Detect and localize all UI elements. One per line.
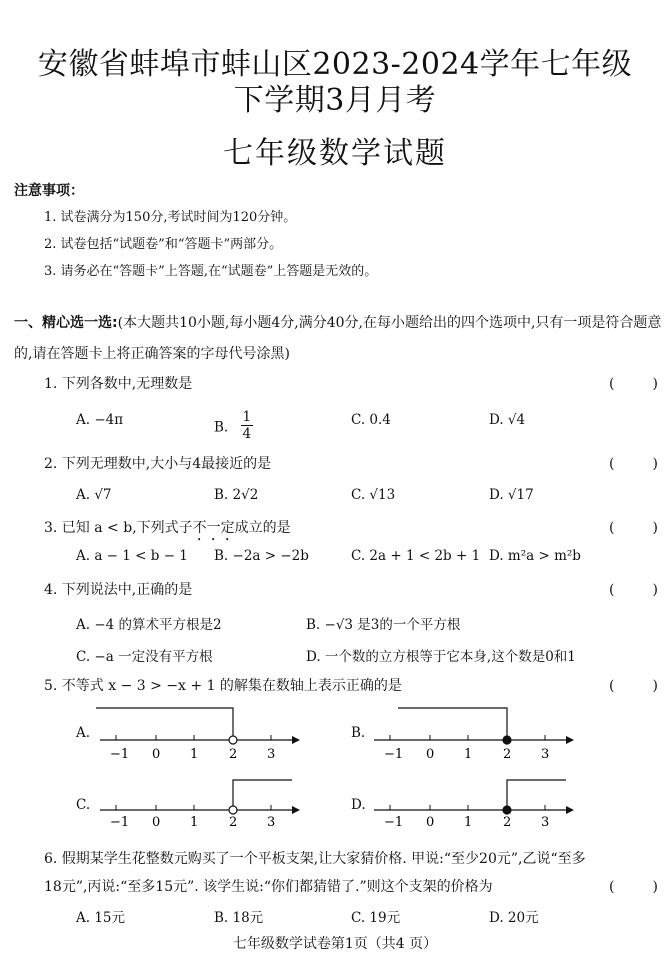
q2-option-d: D. √17 [489,487,534,503]
q5-option-b-number-line [370,700,580,762]
q4-answer-paren: ( ) [609,582,670,598]
q3-option-a: A. a − 1 < b − 1 [76,548,188,564]
solution-ray-right [507,780,566,806]
axis-arrow [292,806,300,814]
q3-stem-emphasis: 不一定 [192,520,235,536]
q3-stem-post: 成立的是 [234,520,291,536]
note-item-1: 1. 试卷满分为150分,考试时间为120分钟。 [44,210,297,225]
q1-option-b-label: B. [214,419,229,436]
tick-label: 0 [152,815,161,830]
q4-option-a: A. −4 的算术平方根是2 [76,617,222,633]
q3-option-c: C. 2a + 1 < 2b + 1 [351,548,481,564]
section1-instructions: (本大题共10小题,每小题4分,满分40分,在每小题给出的四个选项中,只有一项是符合题意的,请在答题卡上将正确答案的字母代号涂黑) [14,315,662,362]
tick-label: 3 [267,815,276,830]
tick-label: 0 [426,815,435,830]
q6-answer-paren: ( ) [609,879,670,895]
fraction-numerator: 1 [242,409,252,425]
solution-ray-right [233,780,292,806]
axis-arrow [292,736,300,744]
q6-option-a: A. 15元 [76,910,126,926]
exam-title-line2: 下学期3月月考 [233,83,437,118]
q5-option-a-number-line [96,700,306,762]
tick-label: 1 [464,747,473,762]
q5-option-d-label: D. [351,797,366,813]
tick-label: −1 [384,747,404,762]
tick-label: −1 [110,747,130,762]
q1-option-c: C. 0.4 [351,412,391,428]
q6-option-d: D. 20元 [489,910,539,926]
tick-label: 2 [503,815,512,830]
q5-option-c-number-line [96,770,306,832]
q6-stem-line1: 6. 假期某学生花整数元购买了一个平板支架,让大家猜价格. 甲说:“至少20元”,乙说“至多 [44,851,586,867]
solution-ray-left [398,708,507,736]
tick-label: 2 [503,747,512,762]
q1-option-d: D. √4 [489,412,526,428]
q1-answer-paren: ( ) [609,376,670,392]
exam-title-line1: 安徽省蚌埠市蚌山区2023-2024学年七年级 [37,47,633,82]
tick-label: 2 [229,815,238,830]
section1-heading: 一、精心选一选: [14,315,118,331]
filled-dot [503,736,511,744]
tick-label: 3 [267,747,276,762]
tick-label: −1 [384,815,404,830]
tick-label: 0 [426,747,435,762]
tick-label: 1 [190,747,199,762]
q2-answer-paren: ( ) [609,456,670,472]
exam-subject: 七年级数学试题 [223,136,447,171]
q4-option-b: B. −√3 是3的一个平方根 [306,617,461,633]
q5-option-a-label: A. [76,725,91,741]
q4-stem: 4. 下列说法中,正确的是 [44,582,193,598]
q3-option-d: D. m²a > m²b [489,548,581,564]
q2-option-c: C. √13 [351,487,396,503]
axis-arrow [566,736,574,744]
notes-header: 注意事项： [14,183,84,199]
note-item-2: 2. 试卷包括“试题卷”和“答题卡”两部分。 [44,237,283,252]
fraction-denominator: 4 [242,426,252,442]
q5-answer-paren: ( ) [609,678,670,694]
q3-stem-pre: 3. 已知 a < b,下列式子 [44,520,193,536]
tick-label: 2 [229,747,238,762]
q5-option-c-label: C. [76,797,91,813]
q1-option-a: A. −4π [76,412,124,428]
q5-option-d-number-line [370,770,580,832]
q5-stem: 5. 不等式 x − 3 > −x + 1 的解集在数轴上表示正确的是 [44,678,402,694]
q1-option-b-fraction [241,410,254,442]
open-circle [229,806,237,814]
q1-option-b [214,409,253,444]
q2-option-a: A. √7 [76,487,112,503]
q6-option-c: C. 19元 [351,910,401,926]
tick-label: 1 [190,815,199,830]
tick-label: 3 [541,815,550,830]
q3-answer-paren: ( ) [609,520,670,536]
q4-option-d: D. 一个数的立方根等于它本身,这个数是0和1 [306,649,576,665]
q4-option-c: C. −a 一定没有平方根 [76,649,213,665]
tick-label: 1 [464,815,473,830]
open-circle [229,736,237,744]
q3-stem [44,517,291,544]
section1-heading-block [14,308,664,370]
tick-label: 3 [541,747,550,762]
axis-arrow [566,806,574,814]
note-item-3: 3. 请务必在“答题卡”上答题,在“试题卷”上答题是无效的。 [44,264,378,279]
tick-label: −1 [110,815,130,830]
q2-stem: 2. 下列无理数中,大小与4最接近的是 [44,456,272,472]
filled-dot [503,806,511,814]
solution-ray-left [96,708,233,736]
tick-label: 0 [152,747,161,762]
q3-option-b: B. −2a > −2b [214,548,309,564]
q5-option-b-label: B. [351,725,366,741]
q6-option-b: B. 18元 [214,910,264,926]
q6-stem-line2: 18元”,丙说:“至多15元”. 该学生说:“你们都猜错了.”则这个支架的价格为 [44,879,493,895]
page-footer: 七年级数学试卷第1页（共4 页） [232,936,438,952]
q2-option-b: B. 2√2 [214,487,259,503]
q1-stem: 1. 下列各数中,无理数是 [44,376,193,392]
